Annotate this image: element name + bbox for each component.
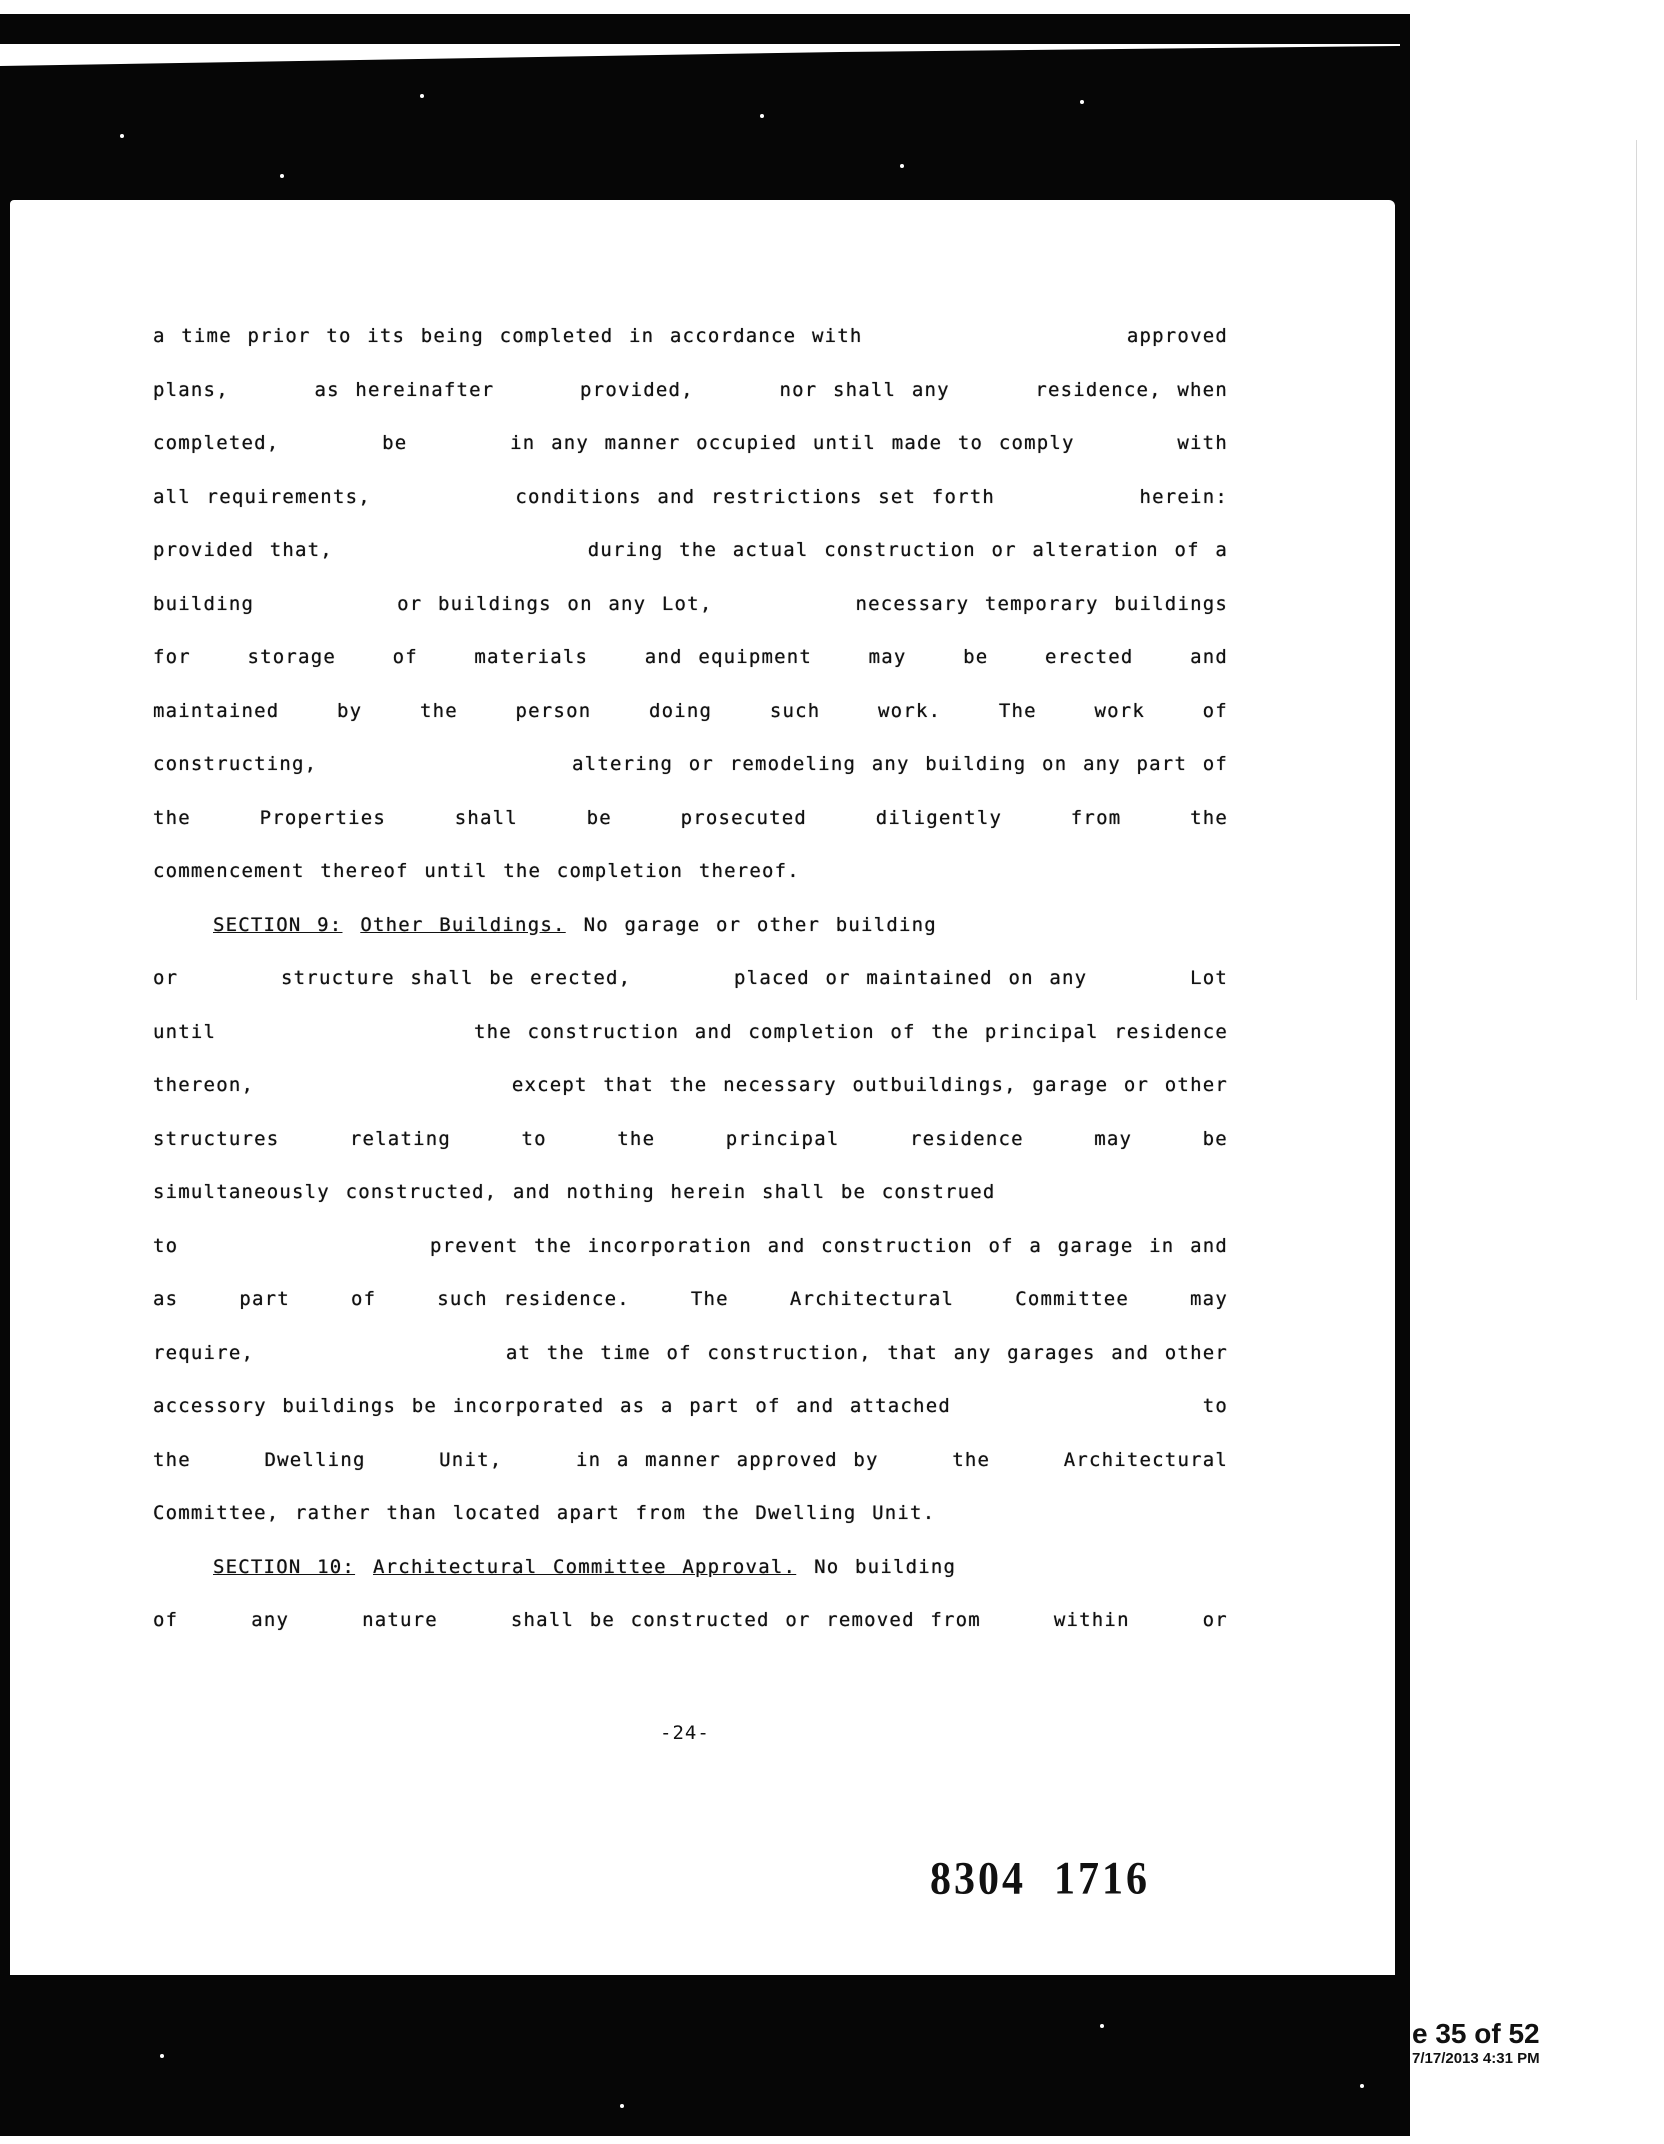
- text-line: [153, 1503, 1228, 1557]
- text-word: or buildings on any Lot,: [397, 592, 713, 615]
- text-word: principal: [725, 1127, 840, 1150]
- text-word: the: [419, 699, 458, 722]
- section-9-text: No garage or other building: [583, 913, 937, 936]
- text-word: Committee, rather than located apart from the Dwelling Unit.: [153, 1502, 936, 1524]
- text-word: Architectural: [789, 1288, 955, 1310]
- text-word: may: [1094, 1127, 1133, 1150]
- text-word: such residence.: [437, 1288, 630, 1310]
- section-9-line: [153, 915, 1228, 969]
- text-word: maintained: [153, 699, 280, 722]
- text-word: may: [868, 646, 907, 668]
- text-word: materials: [474, 646, 589, 668]
- text-word: with: [1177, 432, 1228, 454]
- text-word: completed,: [153, 432, 280, 454]
- book-number: 8304: [930, 1853, 1026, 1905]
- text-line: [153, 1182, 1228, 1236]
- section-10-heading: SECTION 10:: [213, 1555, 356, 1578]
- text-line: [153, 1396, 1228, 1450]
- text-word: of: [392, 646, 418, 668]
- text-word: work.: [878, 699, 942, 722]
- text-word: accessory buildings be incorporated as a part of and attached: [153, 1395, 951, 1417]
- text-word: or: [1202, 1609, 1228, 1631]
- scan-speck: [760, 114, 764, 118]
- text-word: erected: [1045, 646, 1134, 668]
- text-word: of: [1202, 699, 1228, 722]
- text-word: storage: [247, 646, 336, 668]
- text-word: relating: [349, 1127, 452, 1150]
- text-line: [153, 968, 1228, 1022]
- text-word: until: [153, 1020, 217, 1043]
- text-line: [153, 594, 1228, 648]
- text-word: Architectural: [1063, 1448, 1228, 1471]
- text-line: [153, 326, 1228, 380]
- text-word: approved: [1126, 325, 1228, 347]
- text-line: [153, 808, 1228, 862]
- text-line: [153, 647, 1228, 701]
- text-word: by: [337, 699, 363, 722]
- scan-speck: [1100, 2024, 1104, 2028]
- text-word: from: [1070, 806, 1122, 829]
- text-word: the: [617, 1127, 656, 1150]
- text-word: thereon,: [153, 1074, 255, 1096]
- text-line: [153, 754, 1228, 808]
- text-word: commencement thereof until the completion thereof.: [153, 860, 800, 882]
- scan-speck: [160, 2054, 164, 2058]
- text-word: structures: [153, 1127, 280, 1150]
- text-word: to: [1202, 1395, 1228, 1417]
- text-word: The: [690, 1288, 729, 1310]
- text-word: the: [952, 1448, 991, 1471]
- timestamp: 7/17/2013 4:31 PM: [1412, 2050, 1540, 2067]
- text-line: [153, 1236, 1228, 1290]
- text-word: nature: [362, 1609, 438, 1631]
- text-word: be: [963, 646, 989, 668]
- text-word: shall: [454, 806, 518, 829]
- text-word: diligently: [875, 806, 1003, 829]
- text-word: conditions and restrictions set forth: [515, 485, 996, 508]
- text-word: necessary temporary buildings: [855, 592, 1228, 615]
- text-line: [153, 701, 1228, 755]
- text-word: such: [769, 699, 821, 722]
- text-word: Lot: [1190, 967, 1228, 989]
- text-word: constructing,: [153, 753, 318, 775]
- scan-speck: [280, 174, 284, 178]
- text-line: [153, 540, 1228, 594]
- text-word: Unit,: [439, 1448, 503, 1471]
- text-word: may: [1190, 1288, 1228, 1310]
- text-word: simultaneously constructed, and nothing herein shall be construed: [153, 1181, 996, 1203]
- page-stamp-number: 1716: [1054, 1853, 1150, 1905]
- text-word: herein:: [1139, 485, 1228, 508]
- text-word: Dwelling: [264, 1448, 366, 1471]
- book-page-stamp: [930, 1853, 1150, 1906]
- margin-rule: [1636, 140, 1637, 1000]
- text-line: [153, 1129, 1228, 1183]
- section-10-text: No building: [814, 1555, 957, 1578]
- scan-frame: [0, 14, 1410, 2136]
- section-9-heading: SECTION 9:: [213, 913, 343, 936]
- scan-speck: [1080, 100, 1084, 104]
- text-word: residence, when: [1035, 378, 1228, 401]
- text-word: prevent the incorporation and construction of a garage in and: [430, 1234, 1228, 1257]
- text-word: any: [251, 1609, 290, 1631]
- text-word: part: [239, 1288, 290, 1310]
- text-word: the: [1190, 806, 1228, 829]
- text-word: doing: [649, 699, 713, 722]
- text-word: to: [153, 1234, 179, 1257]
- text-line: [153, 1343, 1228, 1397]
- text-word: for: [153, 646, 191, 668]
- text-word: prosecuted: [680, 806, 807, 829]
- scan-speck: [900, 164, 904, 168]
- text-word: placed or maintained on any: [734, 967, 1088, 989]
- text-word: person: [515, 699, 592, 722]
- text-word: The: [998, 699, 1037, 722]
- text-word: work: [1094, 699, 1146, 722]
- text-word: residence: [909, 1127, 1024, 1150]
- text-word: the: [153, 1448, 191, 1471]
- text-line: [153, 487, 1228, 541]
- text-word: altering or remodeling any building on any part of: [572, 753, 1228, 775]
- text-word: in a manner approved by: [575, 1448, 879, 1471]
- text-word: nor shall any: [779, 378, 950, 401]
- text-line: [153, 861, 1228, 915]
- text-word: except that the necessary outbuildings, garage or other: [511, 1074, 1228, 1096]
- text-line: [153, 1610, 1228, 1664]
- text-word: during the actual construction or alteration of a: [587, 539, 1228, 561]
- text-word: and equipment: [644, 646, 813, 668]
- text-word: provided that,: [153, 539, 333, 561]
- text-word: be: [586, 806, 612, 829]
- text-line: [153, 433, 1228, 487]
- text-word: require,: [153, 1341, 255, 1364]
- text-word: Committee: [1015, 1288, 1129, 1310]
- text-word: to: [521, 1127, 547, 1150]
- document-page: [10, 200, 1395, 1975]
- text-word: within: [1053, 1609, 1130, 1631]
- text-word: as hereinafter: [314, 378, 495, 401]
- text-line: [153, 1450, 1228, 1504]
- text-line: [153, 1289, 1228, 1343]
- scan-speck: [620, 2104, 624, 2108]
- text-word: at the time of construction, that any garages and other: [505, 1341, 1228, 1364]
- text-word: building: [153, 592, 255, 615]
- page-indicator: e 35 of 52: [1412, 2018, 1540, 2049]
- text-word: of: [153, 1609, 179, 1631]
- section-10-line: [153, 1557, 1228, 1611]
- text-word: and: [1190, 646, 1228, 668]
- text-word: all requirements,: [153, 485, 371, 508]
- text-word: the construction and completion of the principal residence: [473, 1020, 1228, 1043]
- page-number: -24-: [660, 1722, 710, 1744]
- scan-edge: [0, 44, 1400, 84]
- text-line: [153, 1075, 1228, 1129]
- text-word: Properties: [259, 806, 387, 829]
- text-word: plans,: [153, 378, 229, 401]
- scan-speck: [120, 134, 124, 138]
- text-word: provided,: [580, 378, 694, 401]
- text-word: as: [153, 1288, 179, 1310]
- text-word: shall be constructed or removed from: [510, 1609, 981, 1631]
- section-9-title: Other Buildings.: [360, 913, 566, 936]
- text-line: [153, 380, 1228, 434]
- text-word: be: [382, 432, 408, 454]
- text-word: structure shall be erected,: [281, 967, 632, 989]
- text-line: [153, 1022, 1228, 1076]
- text-word: in any manner occupied until made to comply: [510, 432, 1075, 454]
- text-word: of: [350, 1288, 377, 1310]
- body-text: [153, 326, 1228, 1664]
- text-word: a time prior to its being completed in accordance with: [153, 325, 863, 347]
- section-10-title: Architectural Committee Approval.: [373, 1555, 797, 1578]
- text-word: or: [153, 967, 179, 989]
- text-word: the: [153, 806, 191, 829]
- text-word: be: [1202, 1127, 1228, 1150]
- scan-speck: [1360, 2084, 1364, 2088]
- footer: [1412, 2018, 1664, 2068]
- scan-speck: [420, 94, 424, 98]
